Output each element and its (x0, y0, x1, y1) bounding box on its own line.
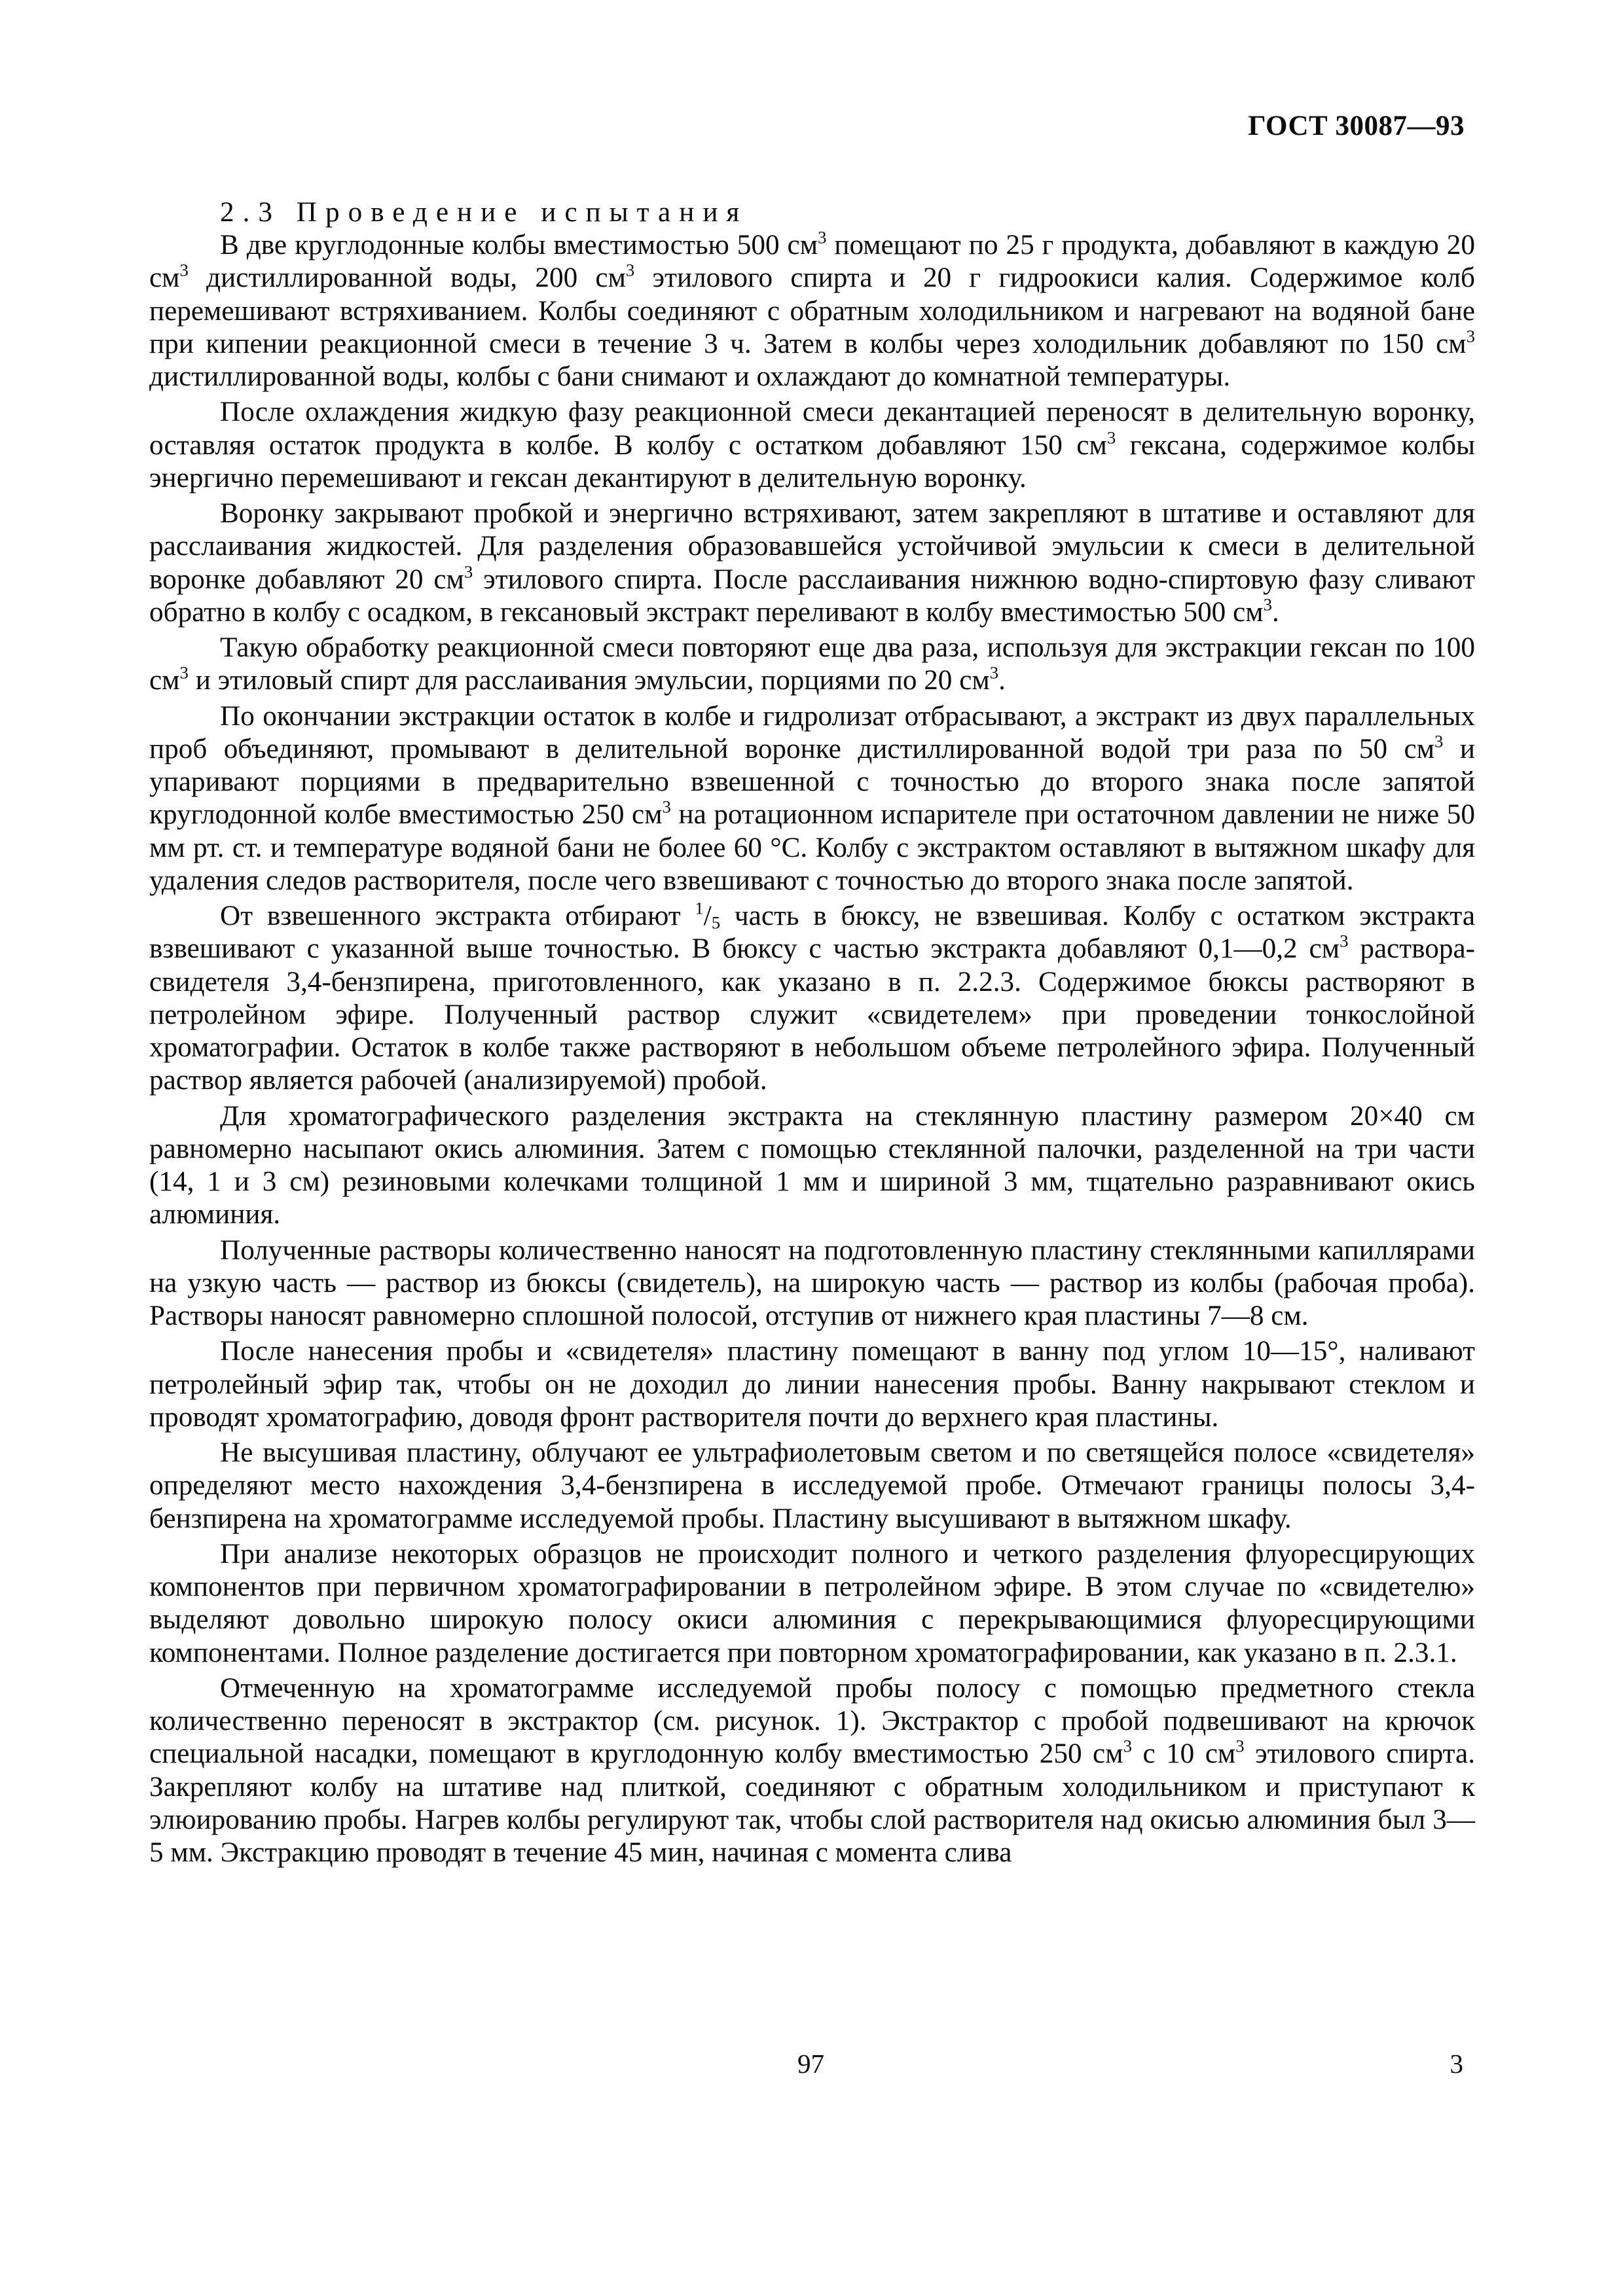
superscript: 3 (1434, 731, 1444, 751)
paragraph: Полученные растворы количественно наносят на подготовленную пластину стеклянными капиллярами на узкую часть — раствор из бюксы (свидетель), на широкую часть — раствор из колбы (рабочая проба). Растворы наносят равномерно сплошной полосой, отступив от нижнего края пластины 7—8 см. (149, 1234, 1475, 1332)
section-heading: 2.3 Проведение испытания (220, 197, 748, 228)
paragraph: Отмеченную на хроматограмме исследуемой пробы полосу с помощью предметного стекла количественно переносят в экстрактор (см. рисунок. 1). Экстрактор с пробой подвешивают на крючок специальной насадки, помещают в круглодонную колбу вместимостью 250 $см^3$ с 10 $см^3$ этилового спирта. Закрепляют колбу на штативе над плиткой, соединяют с обратным холодильником и приступают к элюированию пробы. Нагрев колбы регулируют так, чтобы слой растворителя над окисью алюминия был 3—5 мм. Экстракцию проводят в течение 45 мин, начиная с момента слива (149, 1673, 1475, 1869)
subscript: 5 (711, 912, 721, 933)
superscript: 3 (1466, 326, 1475, 346)
superscript: 3 (625, 260, 635, 280)
paragraph: При анализе некоторых образцов не происходит полного и четкого разделения флуоресцирующих компонентов при первичном хроматографировании в петролейном эфире. В этом случае по «свидетелю» выделяют довольно широкую полосу окиси алюминия с перекрывающимися флуоресцирующими компонентами. Полное разделение достигается при повторном хроматографировании, как указано в п. 2.3.1. (149, 1539, 1475, 1668)
paragraph: В две круглодонные колбы вместимостью 500 $см^3$ помещают по 25 г продукта, добавляют в каждую 20 $см^3$ дистиллированной воды, 200 $см^3$ этилового спирта и 20 г гидроокиси калия. Содержимое колб перемешивают встряхиванием. Колбы соединяют с обратным холодильником и нагревают на водяной бане при кипении реакционной смеси в течение 3 ч. Затем в колбы через холодильник добавляют по 150 $см^3$ дистиллированной воды, колбы с бани снимают и охлаждают до комнатной температуры. (149, 227, 1475, 393)
superscript: 3 (1106, 427, 1116, 448)
superscript: 3 (989, 662, 999, 683)
paragraph: Такую обработку реакционной смеси повторяют еще два раза, используя для экстракции гексан по 100 $см^3$ и этиловый спирт для расслаивания эмульсии, порциями по 20 $см^3$. (149, 632, 1475, 696)
superscript: 3 (1123, 1736, 1132, 1756)
paragraph: После нанесения пробы и «свидетеля» пластину помещают в ванну под углом 10—15°, наливают петролейный эфир так, чтобы он не доходил до линии нанесения пробы. Ванну накрывают стеклом и проводят хроматографию, доводя фронт растворителя почти до верхнего края пластины. (149, 1336, 1475, 1433)
paragraph: Для хроматографического разделения экстракта на стеклянную пластину размером 20×40 см равномерно насыпают окись алюминия. Затем с помощью стеклянной палочки, разделенной на три части (14, 1 и 3 см) резиновыми колечками толщиной 1 мм и шириной 3 мм, тщательно разравнивают окись алюминия. (149, 1100, 1475, 1230)
page-number: 97 (797, 2049, 824, 2079)
superscript: 3 (179, 662, 189, 683)
superscript: 3 (1235, 1736, 1245, 1756)
paragraph: Воронку закрывают пробкой и энергично встряхивают, затем закрепляют в штативе и оставляют для расслаивания жидкостей. Для разделения образовавшейся устойчивой эмульсии к смеси в делительной воронке добавляют 20 $см^3$ этилового спирта. После расслаивания нижнюю водно-спиртовую фазу сливают обратно в колбу с осадком, в гексановый экстракт переливают в колбу вместимостью 500 $см^3$. (149, 498, 1475, 628)
superscript: 3 (662, 797, 671, 817)
document-body (149, 196, 1475, 1872)
superscript: 3 (179, 260, 189, 280)
paragraph: После охлаждения жидкую фазу реакционной смеси декантацией переносят в делительную воронку, оставляя остаток продукта в колбе. В колбу с остатком добавляют 150 $см^3$ гексана, содержимое колбы энергично перемешивают и гексан декантируют в делительную воронку. (149, 397, 1475, 493)
paragraph: От взвешенного экстракта отбирают $^1/_5$ часть в бюксу, не взвешивая. Колбу с остатком экстракта взвешивают с указанной выше точностью. В бюксу с частью экстракта добавляют 0,1—0,2 $см^3$ раствора-свидетеля 3,4-бензпирена, приготовленного, как указано в п. 2.2.3. Содержимое бюксы растворяют в петролейном эфире. Полученный раствор служит «свидетелем» при проведении тонкослойной хроматографии. Остаток в колбе также растворяют в небольшом объеме петролейного эфира. Полученный раствор является рабочей (анализируемой) пробой. (149, 898, 1476, 1096)
superscript: 3 (1340, 931, 1349, 951)
superscript: 1 (695, 898, 704, 918)
superscript: 3 (818, 227, 827, 247)
superscript: 3 (1263, 594, 1272, 615)
superscript: 3 (464, 562, 473, 582)
document-code-header: ГОСТ 30087—93 (1248, 111, 1465, 141)
paragraph: Не высушивая пластину, облучают ее ультрафиолетовым светом и по светящейся полосе «свидетеля» определяют место нахождения 3,4-бензпирена в исследуемой пробе. Отмечают границы полосы 3,4-бензпирена на хроматограмме исследуемой пробы. Пластину высушивают в вытяжном шкафу. (149, 1437, 1475, 1534)
paragraph: По окончании экстракции остаток в колбе и гидролизат отбрасывают, а экстракт из двух параллельных проб объединяют, промывают в делительной воронке дистиллированной водой три раза по 50 $см^3$ и упаривают порциями в предварительно взвешенной с точностью до второго знака после запятой круглодонной колбе вместимостью 250 $см^3$ на ротационном испарителе при остаточном давлении не ниже 50 мм рт. ст. и температуре водяной бани не более 60 °С. Колбу с экстрактом оставляют в вытяжном шкафу для удаления следов растворителя, после чего взвешивают с точностью до второго знака после запятой. (149, 700, 1475, 896)
sheet-number: 3 (1450, 2049, 1463, 2079)
